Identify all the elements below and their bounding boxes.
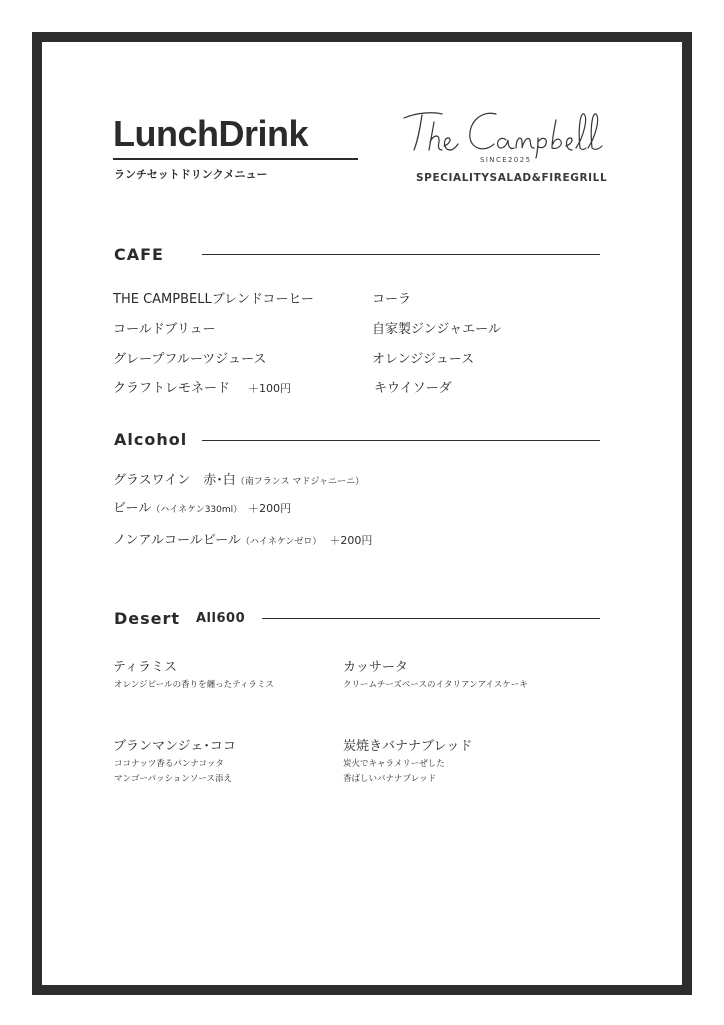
menu-item (113, 497, 291, 516)
dessert-name: ティラミス (113, 660, 177, 675)
section-rule-alcohol (202, 440, 600, 441)
dessert-desc: オレンジピールの香りを纏ったティラミス (114, 680, 274, 690)
item-price: ＋100円 (248, 382, 292, 395)
menu-item: コールドブリュー (113, 322, 216, 337)
item-note: （ハイネケン330ml） (151, 505, 243, 515)
dessert-desc: ココナッツ香るパンナコッタ (114, 759, 224, 769)
item-price: ＋200円 (248, 502, 292, 515)
page-subtitle: ランチセットドリンクメニュー (114, 168, 268, 181)
menu-item (113, 469, 364, 488)
item-name: クラフトレモネード (113, 381, 231, 396)
dessert-name: ブランマンジェ･ココ (113, 739, 236, 754)
menu-item (113, 377, 291, 396)
section-rule-desert (262, 618, 600, 619)
menu-item: オレンジジュース (372, 352, 475, 367)
item-name: ノンアルコールビール (113, 533, 241, 548)
dessert-desc: マンゴーパッションソース添え (114, 774, 232, 784)
item-name: グラスワイン 赤･白 (113, 473, 236, 488)
dessert-name: 炭焼きバナナブレッド (343, 739, 473, 754)
dessert-desc: クリームチーズベースのイタリアンアイスケーキ (343, 680, 528, 690)
section-heading-cafe: CAFE (114, 245, 164, 264)
section-rule-cafe (202, 254, 600, 255)
item-note: （ハイネケンゼロ） (240, 537, 322, 547)
tagline: SPECIALITYSALAD&FIREGRILL (416, 172, 608, 184)
dessert-desc: 炭火でキャラメリーぜした (343, 759, 445, 769)
section-heading-desert: Desert (114, 609, 181, 628)
section-heading-alcohol: Alcohol (114, 430, 188, 449)
campbell-logo (398, 100, 608, 160)
menu-item (113, 529, 372, 548)
title-underline (113, 158, 358, 160)
since-label: SINCE2025 (480, 156, 532, 164)
page-title: LunchDrink (113, 113, 309, 154)
dessert-desc: 香ばしいバナナブレッド (343, 774, 437, 784)
item-price: ＋200円 (329, 534, 373, 547)
section-price-note: All600 (196, 611, 246, 626)
item-note: （南フランス マドジャニーニ） (235, 477, 365, 487)
menu-item: グレープフルーツジュース (113, 352, 267, 367)
menu-item: コーラ (372, 292, 412, 307)
menu-item: 自家製ジンジャエール (372, 322, 501, 337)
menu-item: THE CAMPBELLブレンドコーヒー (113, 292, 314, 307)
menu-item: キウイソーダ (374, 381, 452, 396)
item-name: ビール (113, 501, 152, 516)
dessert-name: カッサータ (343, 660, 408, 675)
